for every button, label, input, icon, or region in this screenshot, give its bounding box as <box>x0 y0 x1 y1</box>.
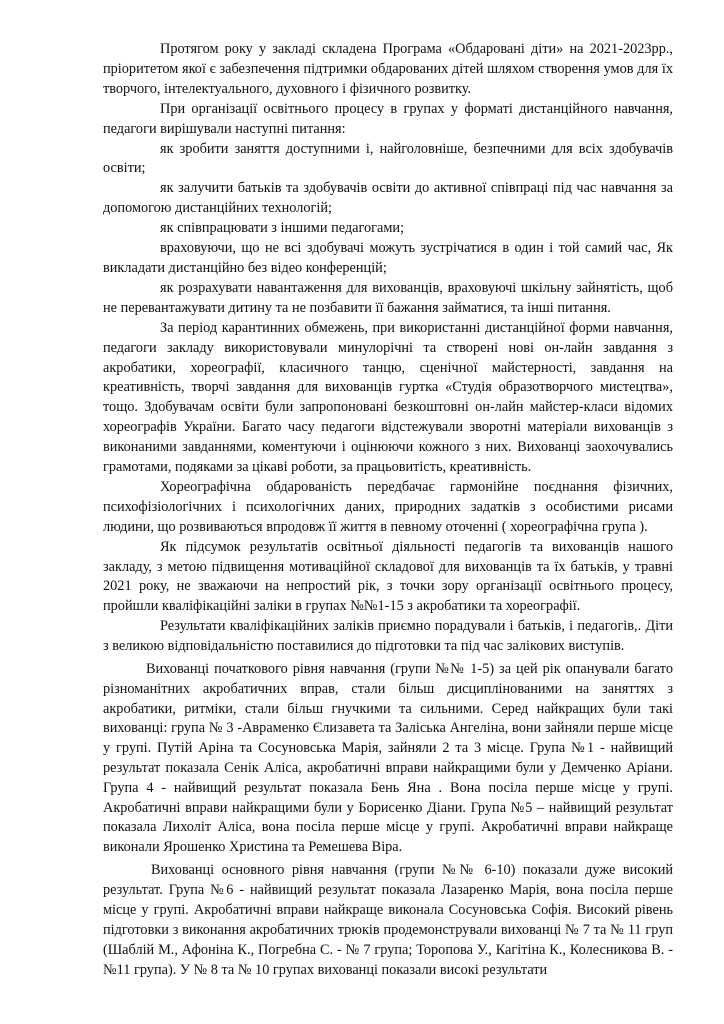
paragraph-giftedness: Хореографічна обдарованість передбачає гармонійне поєднання фізичних, психофізіологічних і психологічних даних, природних задатків з особистими рисами людини, що розвиваються впродовж її життя в певному оточенні ( хореографічна група ). <box>103 478 673 535</box>
document-body <box>103 40 673 981</box>
paragraph-program: Протягом року у закладі складена Програма «Обдаровані діти» на 2021-2023рр., пріоритетом якої є забезпечення підтримки обдарованих дітей шляхом створення умов для їх творчого, інтелектуального, духовного і фізичного розвитку. <box>103 41 673 97</box>
paragraph-issue-video: враховуючи, що не всі здобувачі можуть зустрічатися в один і той самий час, Як викладати дистанційно без відео конференцій; <box>103 240 673 276</box>
paragraph-initial-level: Вихованці початкового рівня навчання (групи №№ 1-5) за цей рік опанували багато різноманітних акробатичних вправ, стали більш дисциплінованими на заняттях з акробатики, ритміки, стали більш гнучкими та сильними. Серед найкращих були такі вихованці: група № 3 -Авраменко Єлизавета та Заліська Ангеліна, вони зайняли перше місце у групі. Путій Аріна та Сосуновська Марія, зайняли 2 та 3 місце. Група №1 - найвищий результат показала Сенік Аліса, акробатичні вправи найкращими були у Демченко Аріани. Група 4 - найвищий результат показала Бень Яна . Вона посіла перше місце у групі. Акробатичні вправи найкращими були у Борисенко Діани. Група №5 – найвищий результат показала Лихоліт Аліса, вона посіла перше місце у групі. Акробатичні вправи найкраще виконали Ярошенко Христина та Ремешева Віра. <box>103 661 673 856</box>
paragraph-results: Результати кваліфікаційних заліків приємно порадували і батьків, і педагогів,. Діти з великою відповідальністю поставилися до підготовки та під час залікових виступів. <box>103 618 673 655</box>
paragraph-summary: Як підсумок результатів освітньої діяльності педагогів та вихованців нашого закладу, з метою підвищення мотиваційної складової для вихованців та їх батьків, у травні 2021 року, не зважаючи на непростий рік, з точки зору організації освітнього процесу, пройшли кваліфікаційні заліки в групах №№1-15 з акробатики та хореографії. <box>103 538 673 615</box>
paragraph-issue-parents: як залучити батьків та здобувачів освіти до активної співпраці під час навчання за допомогою дистанційних технологій; <box>103 180 673 217</box>
paragraph-issue-safety: як зробити заняття доступними і, найголовніше, безпечними для всіх здобувачів освіти; <box>103 140 673 177</box>
paragraph-distance-intro: При організації освітнього процесу в групах у форматі дистанційного навчання, педагоги вирішували наступні питання: <box>103 100 673 137</box>
paragraph-issue-workload: як розрахувати навантаження для вихованців, враховуючі шкільну зайнятість, щоб не перевантажувати дитину та не позбавити її бажання займатися, та інші питання. <box>103 279 673 316</box>
paragraph-issue-teachers: як співпрацювати з іншими педагогами; <box>160 220 405 237</box>
paragraph-basic-level: Вихованці основного рівня навчання (групи №№ 6-10) показали дуже високий результат. Група №6 - найвищий результат показала Лазаренко Марія, вона посіла перше місце у групі. Акробатичні вправи найкраще виконала Сосуновська Софія. Високий рівень підготовки з виконання акробатичних трюків продемонстрували вихованці № 7 та № 11 груп (Шаблій М., Афоніна К., Погребна С. - № 7 група; Торопова У., Кагітіна К., Колесникова В. - №11 група). У № 8 та № 10 групах вихованці показали високі результати <box>103 862 673 978</box>
paragraph-quarantine: За період карантинних обмежень, при використанні дистанційної форми навчання, педагоги закладу використовували минулорічні та створені нові он-лайн завдання з акробатики, хореографії, класичного танцю, сценічної майстерності, завдання на креативність, творчі завдання для вихованців гуртка «Студія образотворчого мистецтва», тощо. Здобувачам освіти були запропоновані безкоштовні он-лайн майстер-класи відомих хореографів України. Багато часу педагоги відстежували зворотні матеріали вихованців з виконаними завданнями, коментуючи і оцінюючи кожного з них. Вихованці заохочувались грамотами, подяками за цікаві роботи, за працьовитість, креативність. <box>103 319 673 476</box>
